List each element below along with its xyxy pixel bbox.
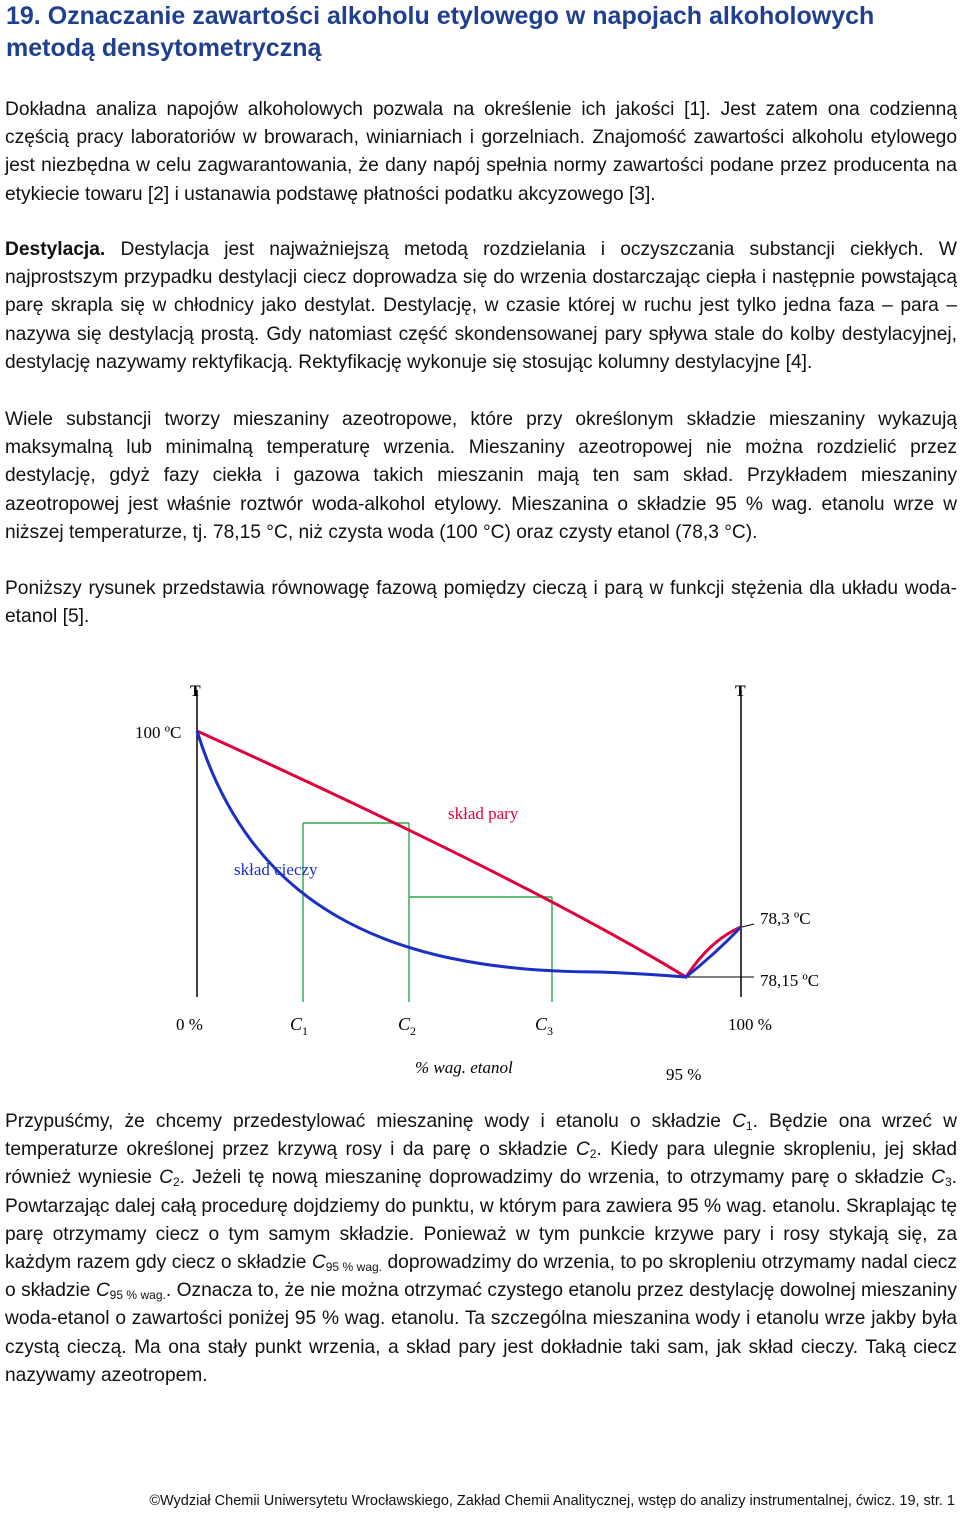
figure-intro-paragraph: Poniższy rysunek przedstawia równowagę fazową pomiędzy cieczą i parą w funkcji stężenia dla układu woda-etanol [5]. xyxy=(5,578,957,628)
vapor-curve xyxy=(197,731,741,977)
procedure-paragraph: Przypuśćmy, że chcemy przedestylować mieszaninę wody i etanolu o składzie $C_1$. Będzie ona wrzeć w temperaturze określonej przez krzywą rosy i da parę o składzie $C_2$. Kiedy para ulegnie skropleniu, jej skład również wyniesie $C_2$. Jeżeli tę nową mieszaninę doprowadzimy do wrzenia, to otrzymamy parę o składzie $C_3$. Powtarzając dalej całą procedurę dojdziemy do punktu, w którym para zawiera 95 % wag. etanolu. Skraplając tę parę otrzymamy ciecz o tym samym składzie. Ponieważ w tym punkcie krzywe pary i rosy stykają się, za każdym razem gdy ciecz o składzie $C_{95 \% wag.}$ doprowadzimy do wrzenia, to po skropleniu otrzymamy nadal ciecz o składzie $C_{95 \% wag.}$. Oznacza to, że nie można otrzymać czystego etanolu przez destylację dowolnej mieszaniny woda-etanol o zawartości poniżej 95 % wag. etanolu. Ta szczególna mieszanina wody i etanolu wrze jakby była czystą cieczą. Ma ona stały punkt wrzenia, a skład pary jest dokładnie taki sam, jak skład cieczy. Taką ciecz nazywamy azeotropem. xyxy=(5,1111,957,1386)
distillation-text: Destylacja jest najważniejszą metodą rozdzielania i oczyszczania substancji ciekłych. W najprostszym przypadku destylacji ciecz doprowadza się do wrzenia dostarczając ciepła i następnie powstającą parę skrapla się w chłodnicy jako destylat. Destylację, w czasie której w ruchu jest tylko jedna faza – para – nazywa się destylacją prostą. Gdy natomiast część skondensowanej pary spływa stale do kolby destylacyjnej, destylację nazywamy rektyfikacją. Rektyfikację wykonuje się stosując kolumny destylacyjne [4]. xyxy=(5,239,957,373)
x-label-0: 0 % xyxy=(176,1015,203,1034)
page-footer: ©Wydział Chemii Uniwersytetu Wrocławskiego, Zakład Chemii Analitycznej, wstęp do analizy instrumentalnej, ćwicz. 19, str. 1 xyxy=(149,1493,955,1509)
azeotrope-label: 95 % xyxy=(666,1065,702,1084)
x-label-100: 100 % xyxy=(728,1015,772,1034)
label-78-15: 78,15 ºC xyxy=(760,971,820,990)
x-label-c3: $C_3$ xyxy=(535,1014,554,1038)
distillation-lead: Destylacja. xyxy=(5,239,106,260)
x-label-c2: $C_2$ xyxy=(398,1014,417,1038)
label-vapor-composition: skład pary xyxy=(448,804,519,823)
page-title: 19. Oznaczanie zawartości alkoholu etylowego w napojach alkoholowych metodą densytometryczną xyxy=(6,2,875,62)
left-axis-label: T xyxy=(190,683,201,700)
step-lines xyxy=(303,823,552,1002)
label-liquid-composition: skład cieczy xyxy=(234,860,318,879)
right-axis-label: T xyxy=(735,683,746,700)
label-78-3: 78,3 ºC xyxy=(760,909,811,928)
distillation-paragraph xyxy=(5,236,957,377)
intro-paragraph: Dokładna analiza napojów alkoholowych pozwala na określenie ich jakości [1]. Jest zatem ona codzienną częścią pracy laboratoriów w browarach, winiarniach i gorzelniach. Znajomość zawartości alkoholu etylowego jest niezbędna w celu zagwarantowania, że dany napój spełnia normy zawartości podane przez producenta na etykiecie towaru [2] i ustanawia podstawę płatności podatku akcyzowego [3]. xyxy=(5,99,957,205)
x-label-c1: $C_1$ xyxy=(290,1014,309,1038)
azeotrope-paragraph: Wiele substancji tworzy mieszaniny azeotropowe, które przy określonym składzie mieszaniny wykazują maksymalną lub minimalną temperaturę wrzenia. Mieszaniny azeotropowej nie można rozdzielić przez destylację, gdyż fazy ciekła i gazowa takich mieszanin mają ten sam skład. Przykładem mieszaniny azeotropowej jest właśnie roztwór woda-alkohol etylowy. Mieszanina o składzie 95 % wag. etanolu wrze w niższej temperaturze, tj. 78,15 °C, niż czysta woda (100 °C) oraz czysty etanol (78,3 °C). xyxy=(5,409,957,543)
x-axis-title: % wag. etanol xyxy=(415,1058,513,1077)
phase-diagram xyxy=(130,672,850,1092)
pointer-783 xyxy=(742,924,754,927)
label-100c: 100 ºC xyxy=(135,723,182,742)
